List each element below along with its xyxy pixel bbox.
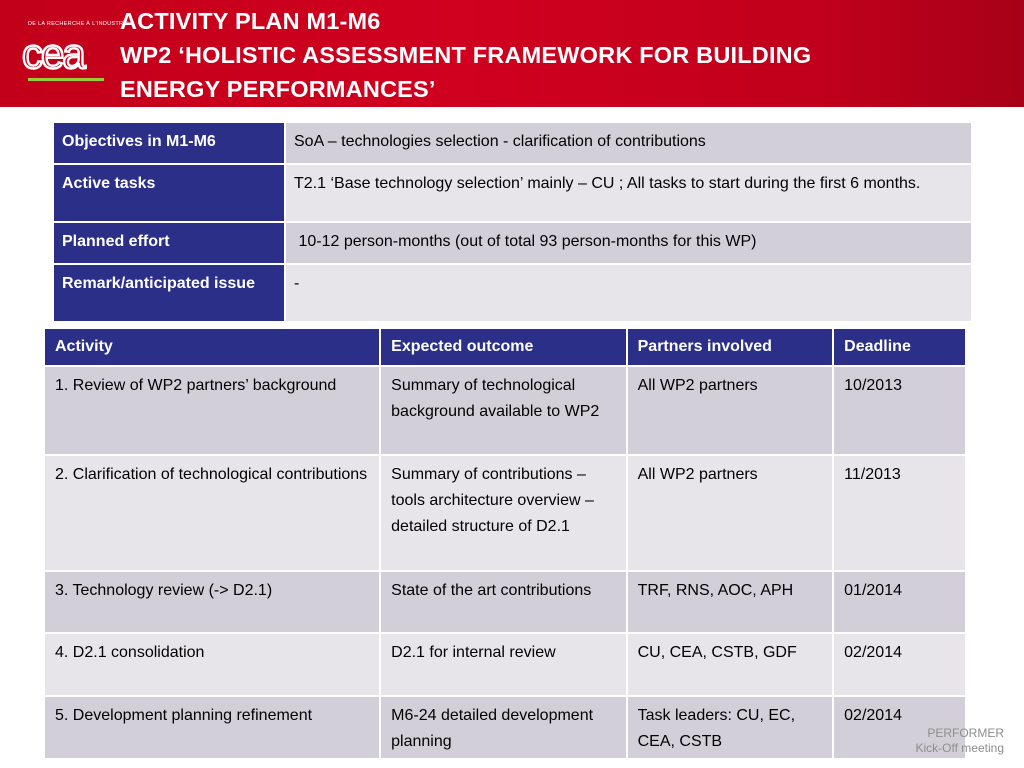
title-line-2: WP2 ‘HOLISTIC ASSESSMENT FRAMEWORK FOR BUILDING: [120, 42, 812, 68]
partners-cell: All WP2 partners: [627, 455, 834, 571]
planned-effort-label: Planned effort: [53, 222, 285, 264]
remark-label: Remark/anticipated issue: [53, 264, 285, 322]
outcome-cell: State of the art contributions: [380, 571, 626, 633]
header-activity: Activity: [44, 328, 380, 366]
remark-value: -: [285, 264, 972, 322]
deadline-cell: 02/2014: [833, 696, 966, 759]
outcome-cell: D2.1 for internal review: [380, 633, 626, 696]
objectives-value: SoA – technologies selection - clarification of contributions: [285, 122, 972, 164]
outcome-cell: M6-24 detailed development planning: [380, 696, 626, 759]
outcome-cell: Summary of technological background available to WP2: [380, 366, 626, 455]
partners-cell: TRF, RNS, AOC, APH: [627, 571, 834, 633]
logo-tagline: DE LA RECHERCHE À L'INDUSTRIE: [28, 21, 130, 27]
deadline-cell: 11/2013: [833, 455, 966, 571]
active-tasks-row: [53, 164, 972, 222]
footer-meeting-name: Kick-Off meeting: [915, 741, 1004, 755]
deadline-cell: 01/2014: [833, 571, 966, 633]
planned-effort-value: 10-12 person-months (out of total 93 person-months for this WP): [285, 222, 972, 264]
deadline-cell: 10/2013: [833, 366, 966, 455]
objectives-table: [52, 121, 973, 323]
activity-cell: 4. D2.1 consolidation: [44, 633, 380, 696]
active-tasks-label: Active tasks: [53, 164, 285, 222]
title-line-1: ACTIVITY PLAN M1-M6: [120, 8, 381, 34]
logo-underline: [28, 78, 104, 81]
activity-cell: 3. Technology review (-> D2.1): [44, 571, 380, 633]
partners-cell: CU, CEA, CSTB, GDF: [627, 633, 834, 696]
header-deadline: Deadline: [833, 328, 966, 366]
activity-cell: 2. Clarification of technological contributions: [44, 455, 380, 571]
active-tasks-value: T2.1 ‘Base technology selection’ mainly – CU ; All tasks to start during the first 6 months.: [285, 164, 972, 222]
table-row: [44, 571, 966, 633]
deadline-cell: 02/2014: [833, 633, 966, 696]
objectives-label: Objectives in M1-M6: [53, 122, 285, 164]
table-row: [44, 455, 966, 571]
logo-text: cea: [22, 32, 84, 77]
footer: [916, 726, 1004, 756]
table-row: [44, 696, 966, 759]
planned-effort-row: [53, 222, 972, 264]
header-partners-involved: Partners involved: [627, 328, 834, 366]
partners-cell: Task leaders: CU, EC, CEA, CSTB: [627, 696, 834, 759]
footer-project-name: PERFORMER: [927, 726, 1004, 740]
outcome-cell: Summary of contributions – tools architecture overview – detailed structure of D2.1: [380, 455, 626, 571]
cea-logo: [22, 32, 108, 84]
activity-header-row: [44, 328, 966, 366]
objectives-row: [53, 122, 972, 164]
activity-cell: 5. Development planning refinement: [44, 696, 380, 759]
partners-cell: All WP2 partners: [627, 366, 834, 455]
activity-cell: 1. Review of WP2 partners’ background: [44, 366, 380, 455]
title-line-3: ENERGY PERFORMANCES’: [120, 76, 436, 102]
remark-row: [53, 264, 972, 322]
page-title: [120, 4, 1024, 106]
table-row: [44, 633, 966, 696]
table-row: [44, 366, 966, 455]
slide-header: [0, 0, 1024, 107]
header-expected-outcome: Expected outcome: [380, 328, 626, 366]
activity-table: [43, 327, 967, 760]
